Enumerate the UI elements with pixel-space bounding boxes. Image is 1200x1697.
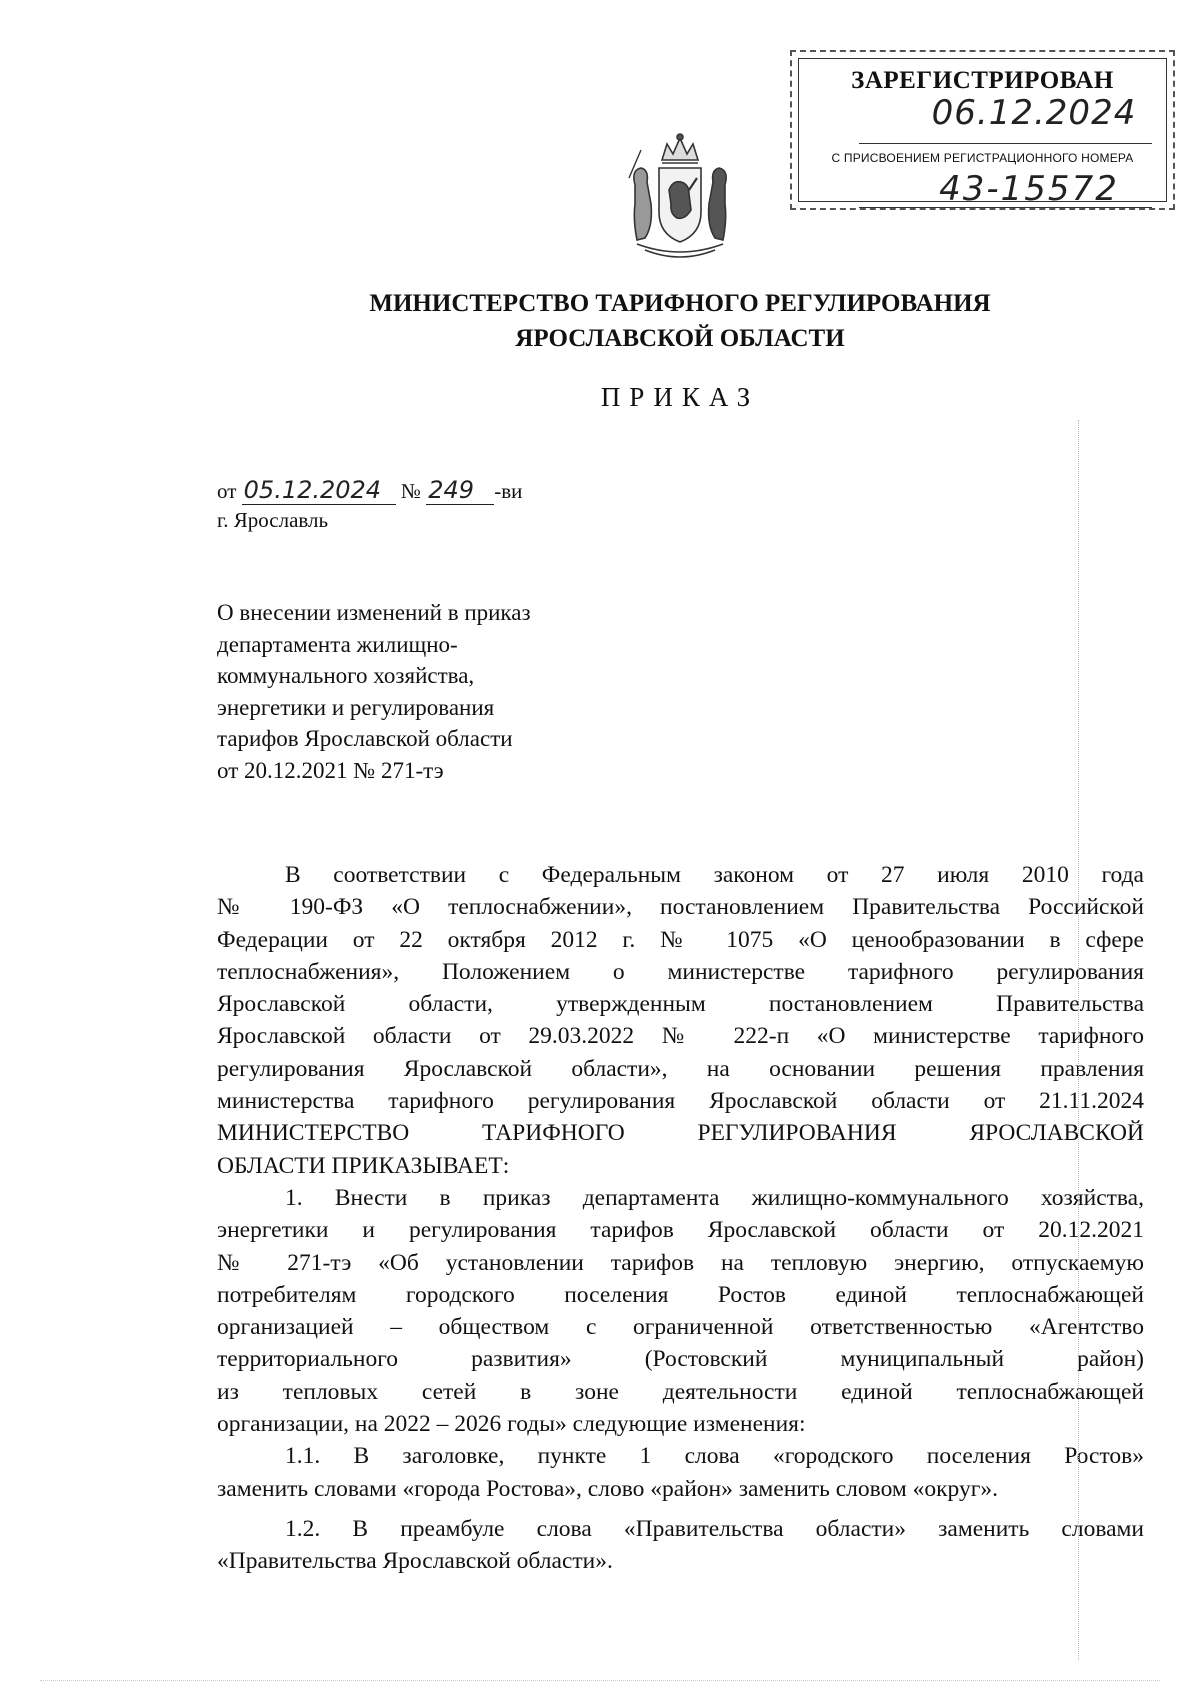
- item-1-2-line: «Правительства Ярославской области».: [217, 1548, 613, 1575]
- order-body: [217, 859, 1144, 1578]
- stamp-underline: [859, 207, 1152, 208]
- subject-line: энергетики и регулирования: [217, 694, 495, 720]
- order-number-suffix: -ви: [494, 479, 523, 503]
- ministry-name-line2: ЯРОСЛАВСКОЙ ОБЛАСТИ: [515, 325, 845, 352]
- preamble-line: теплоснабжения», Положением о министерстве тарифного регулирования: [217, 958, 1144, 985]
- order-date-number-line: [217, 476, 522, 505]
- registration-stamp: [790, 50, 1175, 210]
- preamble-line: Ярославской области от 29.03.2022 № 222-п «О министерстве тарифного: [217, 1023, 1144, 1050]
- order-city: г. Ярославль: [217, 508, 329, 532]
- stamp-title: ЗАРЕГИСТРИРОВАН: [851, 67, 1114, 94]
- order-handwritten-number: 249: [426, 476, 494, 505]
- preamble-line: Ярославской области, утвержденным постановлением Правительства: [217, 991, 1144, 1018]
- item-1-2-line: 1.2. В преамбуле слова «Правительства области» заменить словами: [285, 1515, 1144, 1542]
- preamble-line: ОБЛАСТИ ПРИКАЗЫВАЕТ:: [217, 1152, 510, 1179]
- stamp-subtitle: С ПРИСВОЕНИЕМ РЕГИСТРАЦИОННОГО НОМЕРА: [831, 151, 1134, 165]
- preamble-line: В соответствии с Федеральным законом от 27 июля 2010 года: [285, 862, 1144, 888]
- item-1-line: территориального развития» (Ростовский муниципальный район): [217, 1346, 1144, 1373]
- order-date-prefix: от: [217, 479, 237, 503]
- preamble-line: регулирования Ярославской области», на основании решения правления: [217, 1055, 1144, 1082]
- order-number-sign: №: [400, 479, 421, 503]
- stamp-frame: [798, 58, 1167, 209]
- preamble-line: Федерации от 22 октября 2012 г. № 1075 «О ценообразовании в сфере: [217, 926, 1144, 953]
- subject-line: О внесении изменений в приказ: [217, 600, 531, 625]
- stamp-underline: [859, 143, 1152, 144]
- item-1-1-line: 1.1. В заголовке, пункте 1 слова «городского поселения Ростов»: [285, 1443, 1144, 1470]
- item-1-1-line: заменить словами «города Ростова», слово «район» заменить словом «округ».: [217, 1475, 999, 1502]
- document-type-title: ПРИКАЗ: [600, 382, 760, 412]
- preamble-line: МИНИСТЕРСТВО ТАРИФНОГО РЕГУЛИРОВАНИЯ ЯРОСЛАВСКОЙ: [217, 1120, 1144, 1147]
- item-1-line: организации, на 2022 – 2026 годы» следующие изменения:: [217, 1411, 806, 1438]
- item-1-line: потребителям городского поселения Ростов единой теплоснабжающей: [217, 1281, 1144, 1308]
- ministry-name-line1: МИНИСТЕРСТВО ТАРИФНОГО РЕГУЛИРОВАНИЯ: [369, 290, 991, 317]
- subject-line: департамента жилищно-: [217, 631, 458, 657]
- preamble-line: министерства тарифного регулирования Ярославской области от 21.11.2024: [217, 1088, 1144, 1115]
- item-1-line: энергетики и регулирования тарифов Ярославской области от 20.12.2021: [217, 1217, 1144, 1244]
- order-subject: [217, 597, 531, 786]
- scan-edge-dots: [1078, 420, 1080, 1660]
- subject-line: от 20.12.2021 № 271-тэ: [217, 757, 444, 783]
- item-1-line: из тепловых сетей в зоне деятельности единой теплоснабжающей: [217, 1378, 1144, 1405]
- preamble-line: № 190-ФЗ «О теплоснабжении», постановлением Правительства Российской: [217, 894, 1144, 921]
- stamp-handwritten-date: 06.12.2024: [931, 93, 1137, 133]
- item-1-line: № 271-тэ «Об установлении тарифов на тепловую энергию, отпускаемую: [217, 1249, 1144, 1276]
- scan-bottom-dots: [40, 1680, 1160, 1681]
- item-1-line: 1. Внести в приказ департамента жилищно-коммунального хозяйства,: [285, 1184, 1144, 1211]
- item-1-line: организацией – обществом с ограниченной ответственностью «Агентство: [217, 1314, 1144, 1341]
- subject-line: коммунального хозяйства,: [217, 663, 475, 688]
- subject-line: тарифов Ярославской области: [217, 726, 513, 751]
- stamp-handwritten-number: 43-15572: [939, 169, 1119, 209]
- coat-of-arms-emblem: [615, 130, 745, 265]
- order-handwritten-date: 05.12.2024: [242, 476, 396, 505]
